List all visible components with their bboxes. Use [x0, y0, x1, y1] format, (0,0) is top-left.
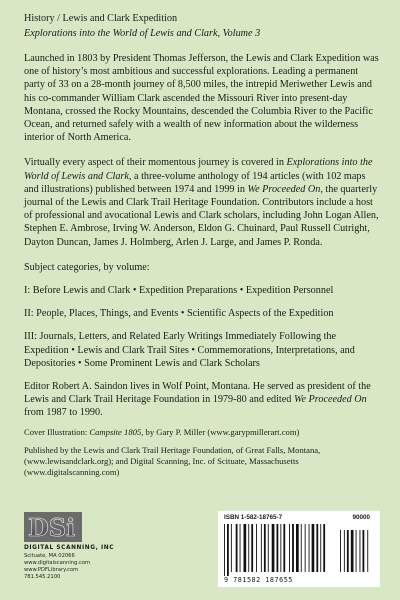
barcode-bar — [224, 524, 225, 576]
editor-paragraph — [24, 380, 380, 420]
publisher-phone: 781.545.2100 — [24, 574, 61, 580]
intro-paragraph: Launched in 1803 by President Thomas Jefferson, the Lewis and Clark Expedition was one of history’s most ambitious and successful explorations. Leading a permanent party of 33 on a 28-month journey of 8,500 miles, the intrepid Meriwether Lewis and his co-commander William Clark ascended the Missouri River into present-day Montana, crossed the Rocky Mountains, descended the Columbia River to the Pacific Ocean, and returned safely with a wealth of new information about the wilderness interior of North America. — [24, 53, 379, 144]
cover-credit-suffix: , by Gary P. Miller (www.garypmillerart.com) — [141, 426, 300, 437]
publisher-logo-block — [24, 512, 134, 581]
barcode-bar — [283, 524, 285, 572]
barcode-bar — [296, 524, 299, 572]
anthology-title: Explorations into the World of Lewis and Clark — [24, 157, 373, 182]
barcode-addon-bar — [351, 530, 354, 572]
barcode-panel — [218, 511, 380, 587]
barcode-addon-bar — [360, 530, 361, 572]
barcode-bar — [305, 524, 306, 572]
barcode-bar — [277, 524, 279, 572]
barcode-graphic — [224, 524, 374, 576]
publisher-note: Published by the Lewis and Clark Trail Heritage Foundation, of Great Falls, Montana, (www.lewisandclark.org); and Digital Scanning, Inc. of Scituate, Massachusetts (www.digitalscanning.com) — [24, 444, 321, 477]
category-label: History / Lewis and Clark Expedition — [24, 13, 178, 24]
barcode-bar — [323, 524, 325, 572]
barcode-bar — [309, 524, 310, 572]
publisher-contact — [24, 553, 134, 581]
barcode-bar — [248, 524, 249, 572]
barcode-bar — [256, 524, 257, 572]
volume-1-subjects: I: Before Lewis and Clark • Expedition Preparations • Expedition Personnel — [24, 285, 334, 297]
volume-2-subjects: II: People, Places, Things, and Events • Scientific Aspects of the Expedition — [24, 308, 334, 320]
barcode-addon-bar — [344, 530, 345, 572]
barcode-bar — [268, 524, 269, 572]
cover-credit-title: Campsite 1805 — [89, 426, 142, 437]
barcode-bar — [272, 524, 275, 572]
barcode-bar — [251, 524, 253, 572]
anthology-text-3: , the quarterly journal of the Lewis and Clark Trail Heritage Foundation. Contributors include a host of professional and avocational Lewis and Clark scholars, including John Logan Allen, Stephen E. Ambrose, Irving W. Anderson, Eldon G. Chuinard, Paul Russell Cutright, Dayton Duncan, James J. Holmberg, Arlen J. Large, and James P. Ronda. — [24, 183, 379, 248]
series-subtitle: Explorations into the World of Lewis and Clark, Volume 3 — [24, 28, 261, 39]
barcode-addon-bar — [367, 530, 368, 572]
barcode-bar — [236, 524, 238, 572]
dsi-logo — [24, 512, 82, 542]
publisher-address: Scituate, MA 02066 — [24, 553, 75, 559]
isbn-label: ISBN 1-582-18765-7 — [224, 514, 283, 521]
barcode-bar — [312, 524, 315, 572]
barcode-bar — [320, 524, 321, 572]
barcode-bar — [292, 524, 294, 572]
barcode-bar — [244, 524, 247, 572]
subjects-heading: Subject categories, by volume: — [24, 261, 150, 273]
barcode-bar — [289, 524, 290, 572]
anthology-paragraph — [24, 156, 380, 248]
editor-text-1: Editor Robert A. Saindon lives in Wolf Point, Montana. He served as president of the Lewis and Clark Trail Heritage Foundation in 1979-80 and edited — [24, 381, 371, 406]
barcode-digits: 9 781582 187655 — [224, 576, 293, 584]
barcode-bar — [264, 524, 266, 572]
publisher-pdf-website: www.PDFLibrary.com — [24, 567, 79, 573]
barcode-bar — [240, 524, 241, 572]
dsi-logo-letters: DSi — [28, 513, 76, 542]
anthology-text-1: Virtually every aspect of their momentous journey is covered in — [24, 157, 287, 169]
volume-3-subjects: III: Journals, Letters, and Related Early Writings Immediately Following the Expedition • Lewis and Clark Trail Sites • Commemorations, Interpretations, and Depositories • Some Prominent Lewis and Clark Scholars — [24, 331, 355, 369]
journal-title: We Proceeded On — [247, 183, 321, 195]
barcode-bar — [227, 524, 229, 576]
editor-journal-title: We Proceeded On — [293, 394, 367, 406]
cover-credit-prefix: Cover Illustration: — [24, 426, 90, 437]
barcode-addon-bar — [363, 530, 365, 572]
barcode-bar — [301, 524, 302, 572]
barcode-bar — [261, 524, 262, 572]
cover-credit — [24, 427, 380, 438]
barcode-addon-bar — [347, 530, 349, 572]
barcode-bar — [231, 524, 232, 572]
barcode-bar — [280, 524, 281, 572]
price-code: 90000 — [352, 514, 370, 521]
publisher-website: www.digitalscanning.com — [24, 560, 91, 566]
barcode-addon-bar — [340, 530, 341, 572]
barcode-bar — [316, 524, 318, 572]
anthology-text-2: , a three-volume anthology of 194 articles (with 102 maps and illustrations) published between 1974 and 1999 in — [24, 170, 366, 195]
editor-text-2: from 1987 to 1990. — [24, 407, 103, 419]
publisher-name: DIGITAL SCANNING, INC — [24, 545, 115, 551]
barcode-addon-bar — [356, 530, 357, 572]
